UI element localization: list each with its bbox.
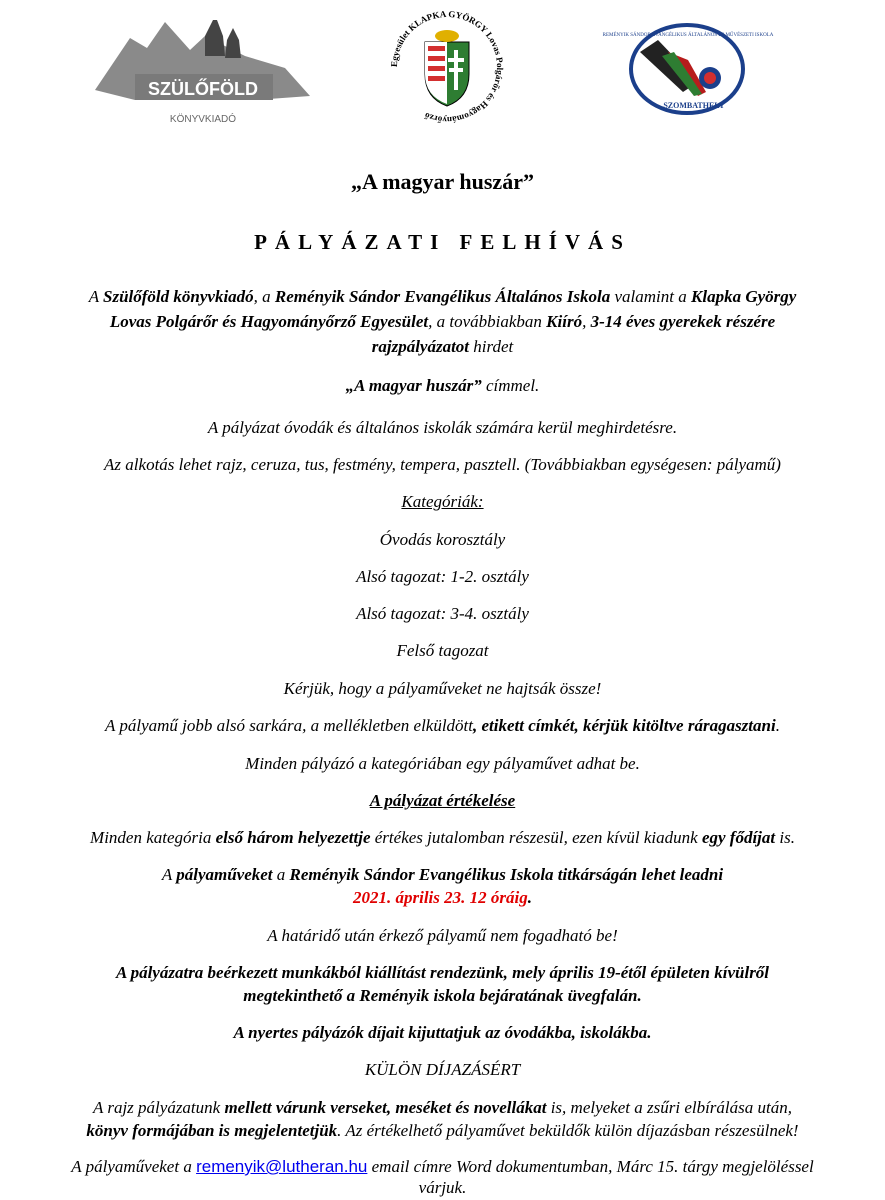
category-item: Alsó tagozat: 1-2. osztály <box>356 567 529 586</box>
klapka-ring-text: Egyesület KLAPKA GYÖRGY Lovas Polgárőr és Hagyományőrző <box>388 8 506 126</box>
remenyik-ring-text: REMÉNYIK SÁNDOR EVANGÉLIKUS ÁLTALÁNOS ÉS MŰVÉSZETI ISKOLA <box>602 33 774 38</box>
category-item: Felső tagozat <box>396 641 489 660</box>
line-ovodak: A pályázat óvodák és általános iskolák számára kerül meghirdetésre. <box>207 418 678 437</box>
document-title: „A magyar huszár” <box>351 169 534 194</box>
szulofold-subtitle: KÖNYVKIADÓ <box>169 114 237 125</box>
vers-line-2: könyv formájában is megjelentetjük. Az értékelhető pályaművet beküldők külön díjazásban részesülnek! <box>86 1121 799 1140</box>
remenyik-logo <box>602 22 774 117</box>
evaluation-text: Minden kategória első három helyezettje értékes jutalomban részesül, ezen kívül kiadunk egy fődíjat is. <box>90 828 795 847</box>
szulofold-wordmark: SZÜLŐFÖLD <box>148 79 258 99</box>
line-alkotas: Az alkotás lehet rajz, ceruza, tus, festmény, tempera, pasztell. (Továbbiakban egységesen: pályamű) <box>104 455 781 474</box>
line-hatarido: A határidő után érkező pályamű nem fogadható be! <box>267 926 618 945</box>
exhibition-line-1: A pályázatra beérkezett munkákból kiállítást rendezünk, mely április 19-étől épületen kívülről <box>115 963 770 982</box>
email-line-2: várjuk. <box>418 1178 467 1197</box>
logo-bar <box>0 0 885 140</box>
line-etikett: A pályamű jobb alsó sarkára, a mellékletben elküldött, etikett címkét, kérjük kitöltve ráragasztani. <box>105 716 780 735</box>
klapka-logo <box>382 2 512 132</box>
intro-line-3: rajzpályázatot hirdet <box>371 337 514 356</box>
email-line-1: A pályaműveket a remenyik@lutheran.hu email címre Word dokumentumban, Márc 15. tárgy megjelöléssel <box>71 1157 814 1176</box>
line-egy-palyamu: Minden pályázó a kategóriában egy pályaművet adhat be. <box>245 754 640 773</box>
evaluation-heading: A pályázat értékelése <box>369 791 516 810</box>
deadline: 2021. április 23. 12 óráig <box>353 888 528 907</box>
vers-line-1: A rajz pályázatunk mellett várunk verseket, meséket és novellákat is, melyeket a zsűri elbírálása után, <box>93 1098 792 1117</box>
categories-label: Kategóriák: <box>401 492 484 511</box>
category-item: Alsó tagozat: 3-4. osztály <box>356 604 529 623</box>
submit-line-1: A pályaműveket a Reményik Sándor Evangélikus Iskola titkárságán lehet leadni <box>161 865 724 884</box>
prizes-line: A nyertes pályázók díjait kijuttatjuk az óvodákba, iskolákba. <box>233 1023 652 1042</box>
submit-line-2: 2021. április 23. 12 óráig. <box>353 888 532 907</box>
email-link[interactable]: remenyik@lutheran.hu <box>196 1157 368 1176</box>
szulofold-logo <box>95 18 315 128</box>
intro-line-2: Lovas Polgárőr és Hagyományőrző Egyesület, a továbbiakban Kiíró, 3-14 éves gyerekek részére <box>109 312 776 331</box>
kulon-dijazas: KÜLÖN DÍJAZÁSÉRT <box>364 1060 521 1079</box>
subtitle-line: „A magyar huszár” címmel. <box>345 376 540 395</box>
remenyik-city: SZOMBATHELY <box>663 101 725 110</box>
category-item: Óvodás korosztály <box>379 530 506 549</box>
document-heading: PÁLYÁZATI FELHÍVÁS <box>254 230 631 254</box>
line-hajtsak: Kérjük, hogy a pályaműveket ne hajtsák össze! <box>283 679 602 698</box>
intro-line-1: A Szülőföld könyvkiadó, a Reményik Sándor Evangélikus Általános Iskola valamint a Klapka György <box>88 287 797 306</box>
exhibition-line-2: megtekinthető a Reményik iskola bejáratának üvegfalán. <box>243 986 642 1005</box>
